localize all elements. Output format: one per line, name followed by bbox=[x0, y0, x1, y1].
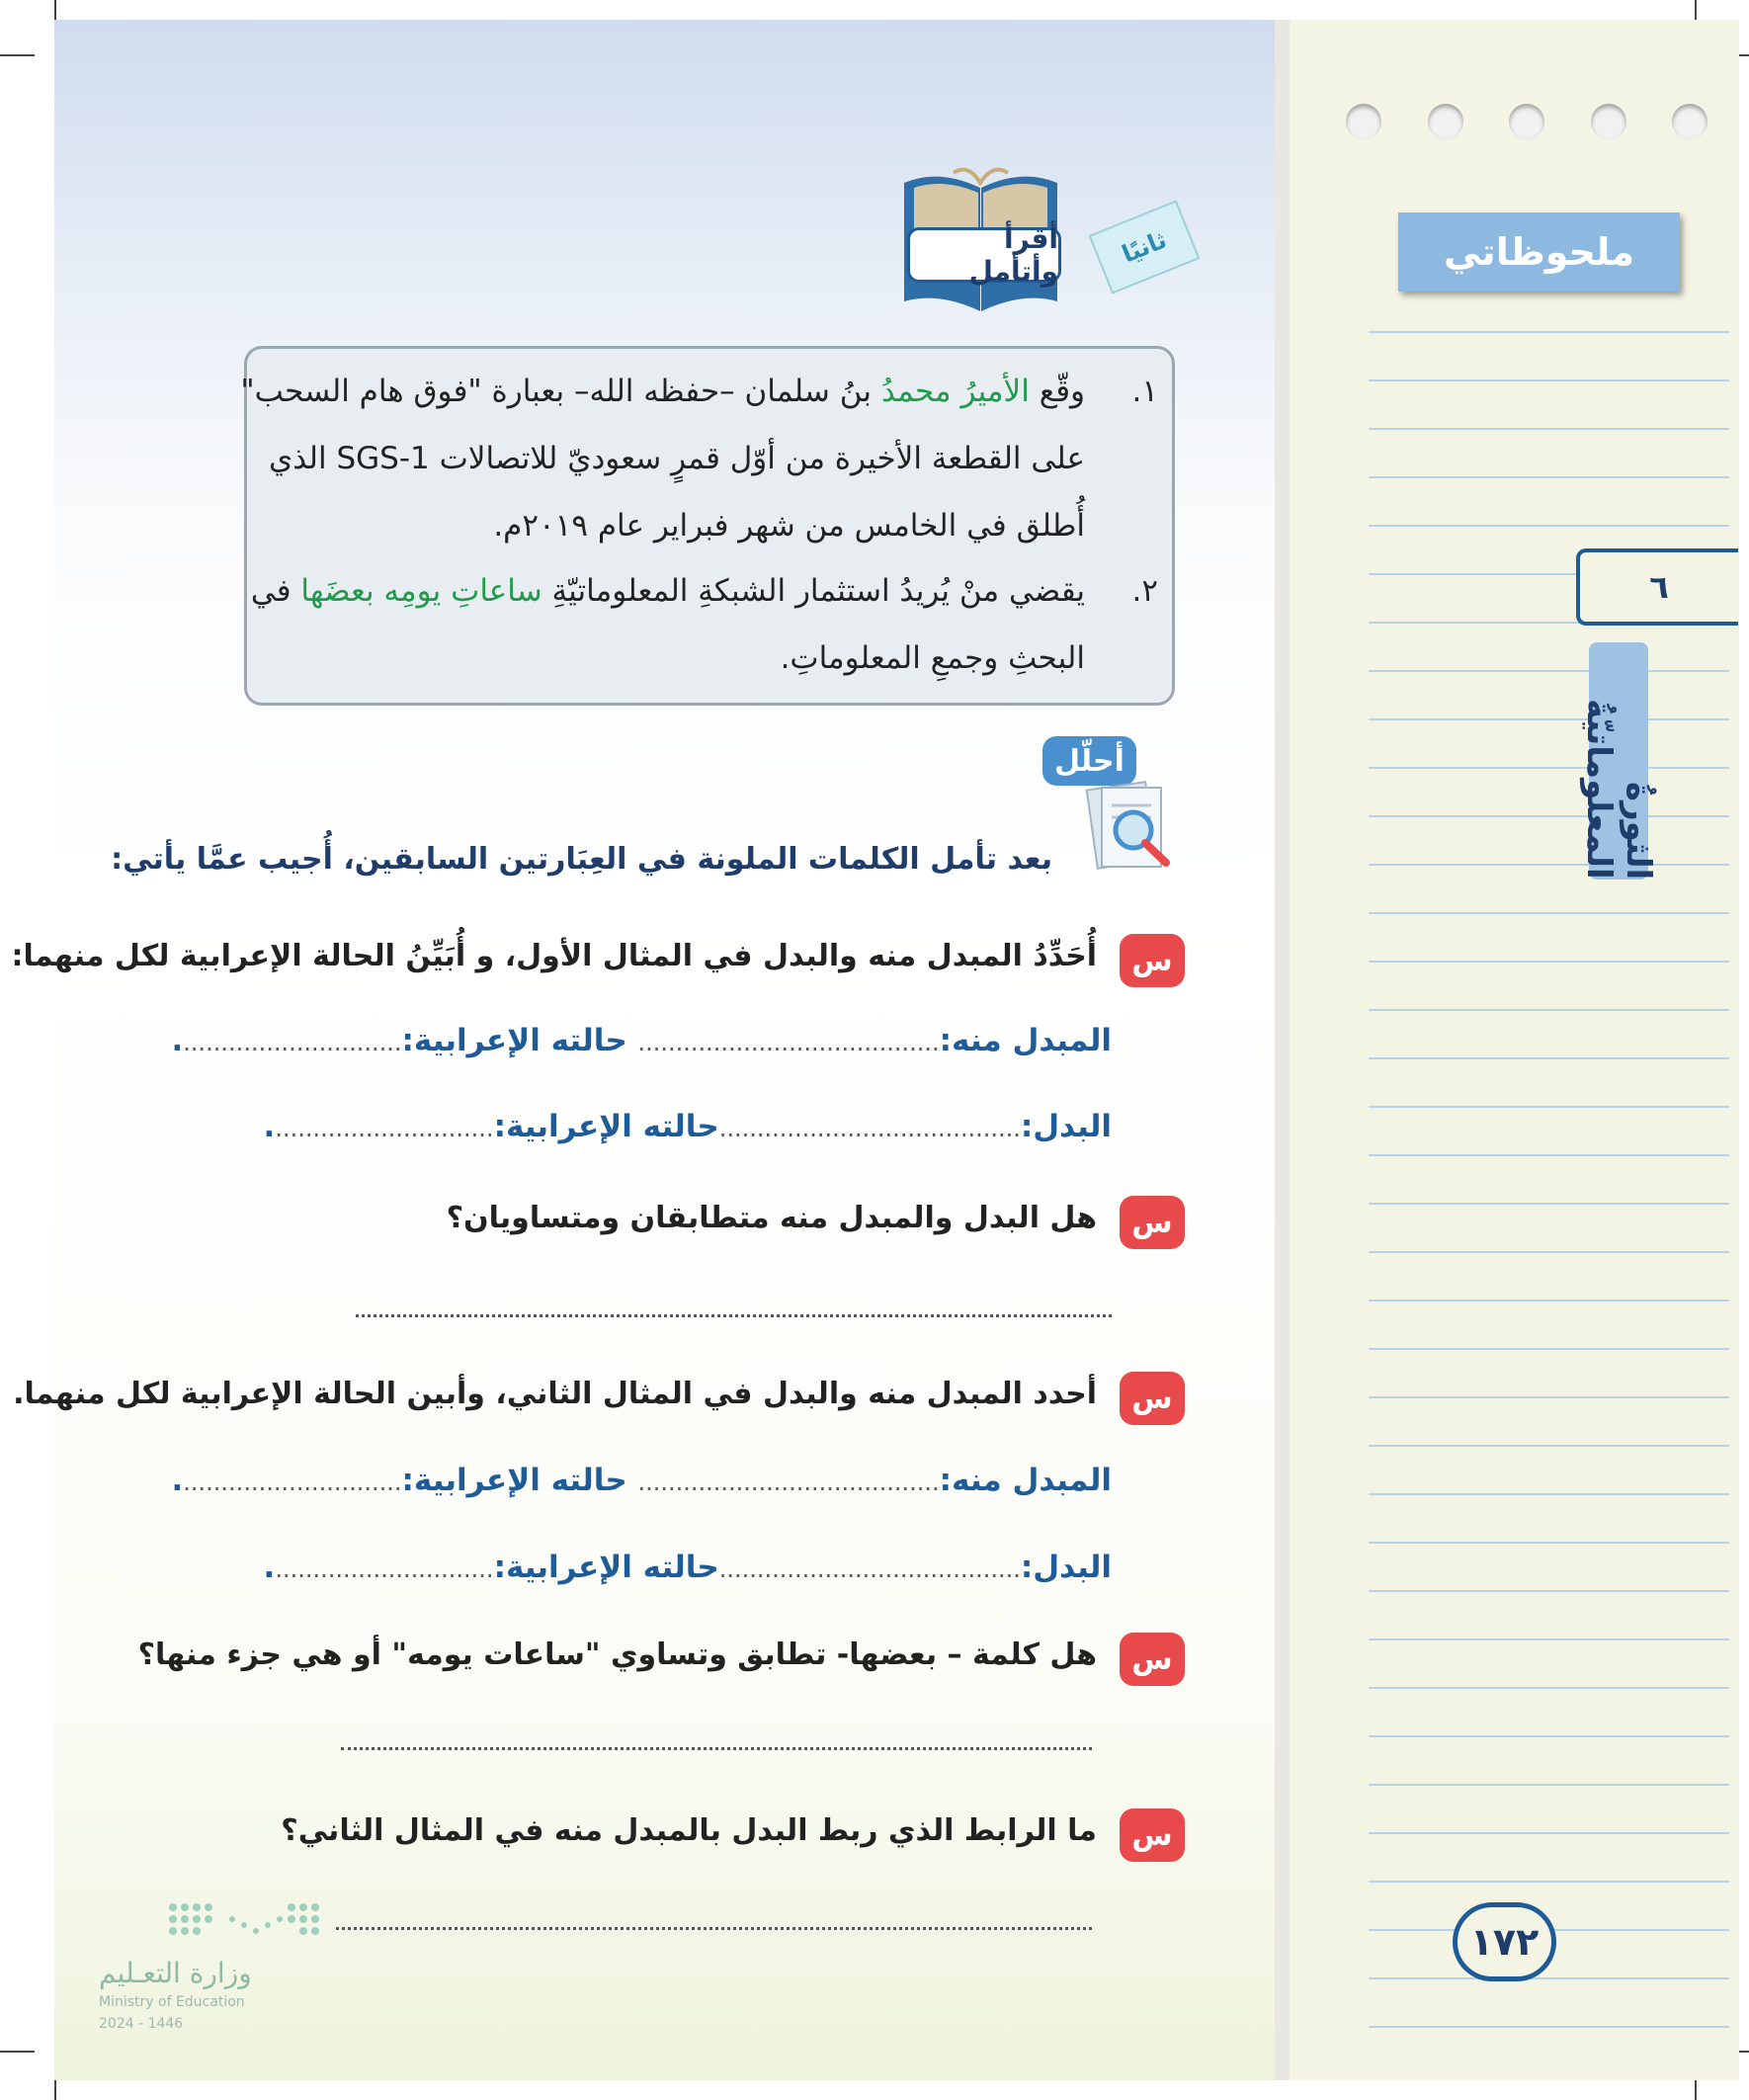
page-number: ١٧٢ bbox=[1469, 1920, 1540, 1964]
notes-rule-line bbox=[1369, 525, 1729, 527]
notes-rule-line bbox=[1369, 1735, 1729, 1737]
notes-rule-line bbox=[1369, 961, 1729, 963]
notes-rule-line bbox=[1369, 815, 1729, 817]
binder-hole bbox=[1509, 104, 1544, 139]
example-1-number: ١. bbox=[1131, 374, 1158, 409]
ministry-year: 2024 - 1446 bbox=[99, 2016, 184, 2032]
notes-rule-line bbox=[1369, 767, 1729, 769]
question-2: هل البدل والمبدل منه متطابقان ومتساويان؟ bbox=[446, 1201, 1097, 1235]
case-label: حالته الإعرابية: bbox=[493, 1109, 719, 1144]
page-number-badge bbox=[1453, 1902, 1556, 1981]
answer-dots[interactable]: ........................................ bbox=[718, 1555, 1021, 1583]
notes-rule-line bbox=[1369, 1300, 1729, 1302]
notes-rule-line bbox=[1369, 1203, 1729, 1205]
ministry-logo-icon bbox=[94, 1892, 331, 1952]
answer-dots[interactable]: ............................. bbox=[183, 1029, 402, 1056]
notes-rule-line bbox=[1369, 1445, 1729, 1447]
magnifier-document-icon bbox=[1082, 776, 1181, 875]
notes-rule-line bbox=[1369, 1784, 1729, 1786]
binder-hole bbox=[1346, 104, 1381, 139]
question-3: أحدد المبدل منه والبدل في المثال الثاني، وأبين الحالة الإعرابية لكل منهما. bbox=[13, 1377, 1097, 1411]
question-badge-text: س bbox=[1131, 1641, 1173, 1677]
notes-rule-line bbox=[1369, 718, 1729, 720]
example-2-line-1 bbox=[251, 573, 1085, 609]
notes-rule-line bbox=[1369, 1106, 1729, 1108]
notes-rule-line bbox=[1369, 1396, 1729, 1398]
question-badge bbox=[1120, 1372, 1185, 1425]
section-tag-text: ثانيًا bbox=[1118, 225, 1171, 269]
question-badge bbox=[1120, 934, 1185, 987]
end-dot: . bbox=[263, 1550, 276, 1585]
mubdal-label: المبدل منه: bbox=[939, 1023, 1112, 1058]
ministry-name-en: Ministry of Education bbox=[99, 1994, 245, 2010]
unit-title: الثورةُ المعلوماتيّةُ bbox=[1579, 699, 1658, 880]
answer-line[interactable] bbox=[356, 1314, 1112, 1317]
notes-rule-line bbox=[1369, 428, 1729, 430]
end-dot: . bbox=[171, 1463, 184, 1498]
question-4: هل كلمة – بعضها- تطابق وتساوي "ساعات يومه" أو هي جزء منها؟ bbox=[137, 1638, 1097, 1672]
answer-dots[interactable]: ............................. bbox=[183, 1469, 402, 1496]
example-1-line-2: على القطعة الأخيرة من أوّل قمرٍ سعوديّ للاتصالات SGS-1 الذي bbox=[268, 441, 1085, 476]
notes-rule-line bbox=[1369, 1493, 1729, 1495]
crop-mark bbox=[0, 2051, 35, 2053]
unit-number-box bbox=[1576, 548, 1738, 626]
binder-hole bbox=[1672, 104, 1707, 139]
question-badge-text: س bbox=[1131, 1205, 1173, 1240]
notes-rule-line bbox=[1369, 1638, 1729, 1640]
example-2-line-2: البحثِ وجمعِ المعلوماتِ. bbox=[780, 640, 1085, 676]
notes-rule-line bbox=[1369, 1542, 1729, 1544]
answer-dots[interactable]: ............................. bbox=[275, 1555, 494, 1583]
badal-label: البدل: bbox=[1020, 1550, 1112, 1585]
notes-rule-line bbox=[1369, 1881, 1729, 1883]
question-5: ما الرابط الذي ربط البدل بالمبدل منه في المثال الثاني؟ bbox=[281, 1813, 1097, 1848]
end-dot: . bbox=[263, 1109, 276, 1144]
answer-dots[interactable]: ........................................ bbox=[637, 1029, 940, 1056]
answer-3-badal bbox=[264, 1550, 1112, 1585]
notes-rule-line bbox=[1369, 1687, 1729, 1689]
answer-line[interactable] bbox=[336, 1927, 1092, 1930]
notes-rule-line bbox=[1369, 1348, 1729, 1350]
unit-title-tab bbox=[1579, 642, 1658, 880]
answer-1-badal bbox=[264, 1109, 1112, 1144]
crop-mark bbox=[0, 54, 35, 56]
notes-tab bbox=[1398, 212, 1680, 292]
notes-rule-line bbox=[1369, 1154, 1729, 1156]
notes-rule-line bbox=[1369, 476, 1729, 478]
notes-rule-line bbox=[1369, 1590, 1729, 1592]
read-and-reflect-label bbox=[907, 222, 1061, 288]
answer-dots[interactable]: ........................................ bbox=[718, 1115, 1021, 1142]
highlighted-word: ساعاتِ يومِه بعضَها bbox=[300, 573, 542, 609]
question-1: أُحَدِّدُ المبدل منه والبدل في المثال الأول، و أُبَيِّنُ الحالة الإعرابية لكل منهما: bbox=[11, 939, 1097, 973]
question-badge bbox=[1120, 1196, 1185, 1249]
notes-tab-label: ملحوظاتي bbox=[1443, 230, 1635, 274]
example-1-line-3: أُطلق في الخامس من شهر فبراير عام ٢٠١٩م. bbox=[493, 508, 1085, 544]
case-label: حالته الإعرابية: bbox=[493, 1550, 719, 1585]
ministry-name-ar: وزارة التعـليم bbox=[99, 1957, 252, 1989]
notes-rule-line bbox=[1369, 670, 1729, 672]
badal-label: البدل: bbox=[1020, 1109, 1112, 1144]
unit-number: ٦ bbox=[1649, 568, 1669, 606]
answer-dots[interactable]: ............................. bbox=[275, 1115, 494, 1142]
example-2-number: ٢. bbox=[1131, 573, 1158, 609]
analysis-instruction: بعد تأمل الكلمات الملونة في العِبَارتين السابقين، أُجيب عمَّا يأتي: bbox=[111, 842, 1052, 877]
answer-dots[interactable]: ........................................ bbox=[637, 1469, 940, 1496]
case-label: حالته الإعرابية: bbox=[401, 1463, 627, 1498]
answer-1-mubdal bbox=[172, 1023, 1113, 1058]
binder-hole bbox=[1591, 104, 1626, 139]
case-label: حالته الإعرابية: bbox=[401, 1023, 627, 1058]
mubdal-label: المبدل منه: bbox=[939, 1463, 1112, 1498]
notes-rule-line bbox=[1369, 331, 1729, 333]
notes-rule-line bbox=[1369, 912, 1729, 914]
question-badge-text: س bbox=[1131, 1381, 1173, 1416]
end-dot: . bbox=[171, 1023, 184, 1058]
analyze-label-text: أحلّل bbox=[1054, 743, 1124, 779]
highlighted-word: الأميرُ محمدُ bbox=[880, 374, 1030, 409]
answer-line[interactable] bbox=[341, 1747, 1092, 1750]
question-badge bbox=[1120, 1633, 1185, 1686]
notes-rule-line bbox=[1369, 864, 1729, 866]
question-badge bbox=[1120, 1808, 1185, 1862]
notes-rule-line bbox=[1369, 1251, 1729, 1253]
notes-rule-line bbox=[1369, 1832, 1729, 1834]
binder-hole bbox=[1428, 104, 1463, 139]
answer-3-mubdal bbox=[172, 1463, 1113, 1498]
question-badge-text: س bbox=[1131, 1817, 1173, 1853]
notes-column bbox=[1290, 20, 1739, 2080]
example-text: بنُ سلمان –حفظه الله– بعبارة "فوق هام السحب" bbox=[240, 374, 881, 409]
read-label-text: أقرأ وأتأمل bbox=[968, 222, 1058, 288]
notes-rule-line bbox=[1369, 379, 1729, 381]
example-text: يقضي منْ يُريدُ استثمار الشبكةِ المعلوماتيّةِ bbox=[541, 573, 1085, 609]
notes-rule-line bbox=[1369, 1977, 1729, 1979]
notes-rule-line bbox=[1369, 1057, 1729, 1059]
question-badge-text: س bbox=[1131, 943, 1173, 978]
notes-rule-line bbox=[1369, 1009, 1729, 1011]
example-text: في bbox=[250, 573, 301, 609]
notes-rule-line bbox=[1369, 2026, 1729, 2028]
example-1-line-1 bbox=[240, 374, 1085, 409]
example-text: وقّع bbox=[1029, 374, 1085, 409]
